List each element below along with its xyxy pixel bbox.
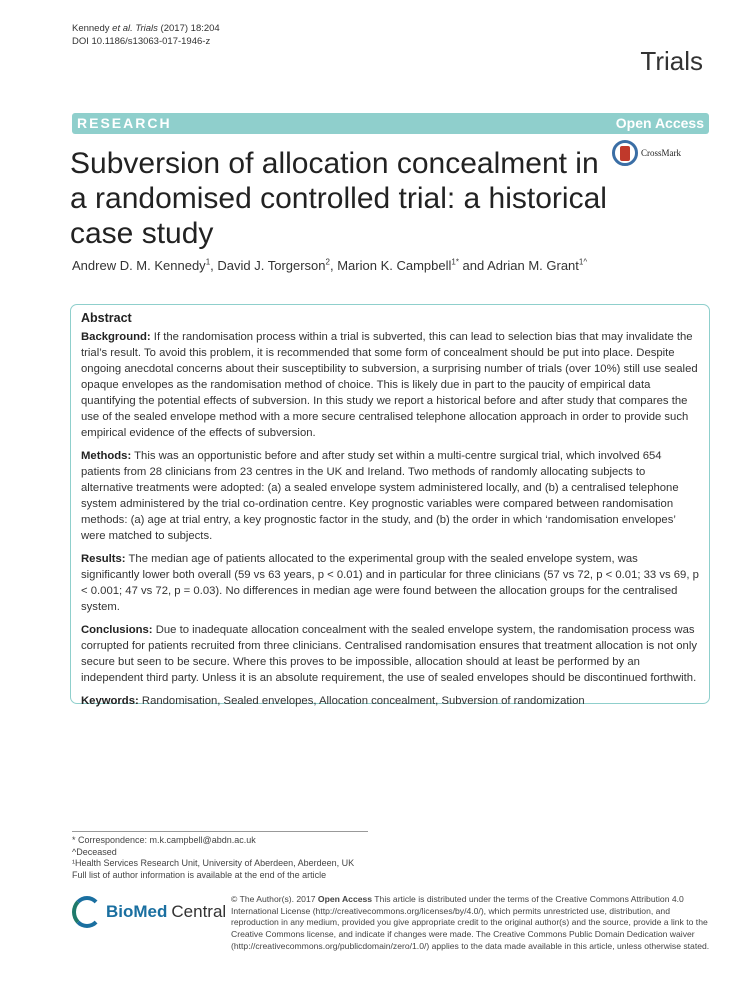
abstract-box — [70, 304, 710, 707]
doi[interactable]: DOI 10.1186/s13063-017-1946-z — [72, 36, 211, 47]
journal-name: Trials — [640, 46, 703, 76]
abstract-background: Background: If the randomisation process within a trial is subverted, this can lead to selection bias that may invalidate the trial’s result. To avoid this problem, it is recommended that some form of concealment should be put into place. Despite ongoing anecdotal concerns about their susceptibility to subversion, a surprising number of trials (over 10%) still use sealed opaque envelopes as the randomisation method of choice. This is likely due in part to the paucity of empirical data quantifying the potential effects of subversion. In this study we report a historical before and after study that compares the use of the sealed envelope method with a more secure centralised telephone allocation approach in order to provide such empirical evidence of the effects of subversion. — [81, 331, 698, 439]
abstract-conclusions: Conclusions: Due to inadequate allocation concealment with the sealed envelope system, the randomisation process was corrupted for patients recruited from three clinicians. Centralised randomisation ensures that treatment allocation is not only secure but seen to be secure. Where this proves to be impossible, allocation should at least be performed by an independent third party. Unless it is an absolute requirement, the use of sealed envelopes should be discontinued forthwith. — [81, 624, 697, 684]
citation-volume: (2017) 18:204 — [157, 23, 220, 34]
crossmark-label: CrossMark — [641, 148, 681, 158]
footnote-divider — [72, 831, 368, 832]
abstract-results: Results: The median age of patients allocated to the experimental group with the sealed envelope system, was significantly lower both overall (59 vs 63 years, p < 0.01) and in particular for three clinicians (57 vs 72, p < 0.01; 33 vs 69, p < 0.001; 47 vs 72, p = 0.03). No differences in median age were found between the allocation groups for the centralised system. — [81, 553, 699, 613]
open-access-label: Open Access — [615, 115, 704, 131]
author: Andrew D. M. Kennedy$^1$, — [72, 258, 218, 274]
author-list — [72, 258, 587, 273]
abstract-methods: Methods: This was an opportunistic before and after study set within a multi-centre surgical trial, which involved 654 patients from 28 clinicians from 23 centres in the UK and Ireland. Two methods of randomly allocating subjects to alternative treatments were adopted: (a) a sealed envelope system administered locally, and (b) a centralised telephone system administered by the trial co-ordination centre. Key prognostic variables were compared between randomisation methods: (a) age at trial entry, a key prognostic factor in the study, and (b) the order in which ‘randomisation envelopes’ were matched to subjects. — [81, 450, 679, 542]
footnote-deceased: ^Deceased — [72, 846, 117, 857]
logo-text: BioMed — [106, 902, 168, 921]
biomed-central-icon — [72, 896, 102, 928]
citation — [72, 22, 220, 48]
logo-text: Central — [171, 902, 227, 921]
citation-author: Kennedy — [72, 23, 113, 34]
biomed-central-logo[interactable] — [72, 896, 226, 928]
footnotes — [72, 835, 354, 881]
citation-journal: et al. Trials — [112, 23, 158, 34]
abstract-heading: Abstract — [81, 311, 132, 325]
author-info-note: Full list of author information is available at the end of the article — [72, 869, 327, 880]
crossmark-icon — [612, 140, 638, 166]
license-text: © The Author(s). 2017 Open Access This article is distributed under the terms of the Creative Commons Attribution 4.0 International License (http://creativecommons.org/licenses/by/4.0/), which permits unrestricted use, distribution, and reproduction in any medium, provided you give appropriate credit to the original author(s) and the source, provide a link to the Creative Commons license, and indicate if changes were made. The Creative Commons Public Domain Dedication waiver (http://creativecommons.org/publicdomain/zero/1.0/) applies to the data made available in this article, unless otherwise stated. — [231, 894, 710, 951]
affiliation: ¹Health Services Research Unit, University of Aberdeen, Aberdeen, UK — [72, 858, 355, 868]
article-type: RESEARCH — [77, 115, 172, 131]
author: Adrian M. Grant$^{1\^{}}$ — [487, 258, 588, 274]
crossmark-button[interactable] — [612, 140, 681, 166]
article-title: Subversion of allocation concealment in a randomised controlled trial: a historical case study — [70, 147, 607, 250]
correspondence[interactable]: * Correspondence: m.k.campbell@abdn.ac.uk — [72, 835, 256, 845]
abstract-keywords: Keywords: Randomisation, Sealed envelopes, Allocation concealment, Subversion of randomization — [81, 695, 585, 707]
author: Marion K. Campbell$^{1*}$ and — [337, 258, 488, 274]
article-type-banner — [72, 113, 709, 134]
author: David J. Torgerson$^2$, — [217, 258, 338, 274]
